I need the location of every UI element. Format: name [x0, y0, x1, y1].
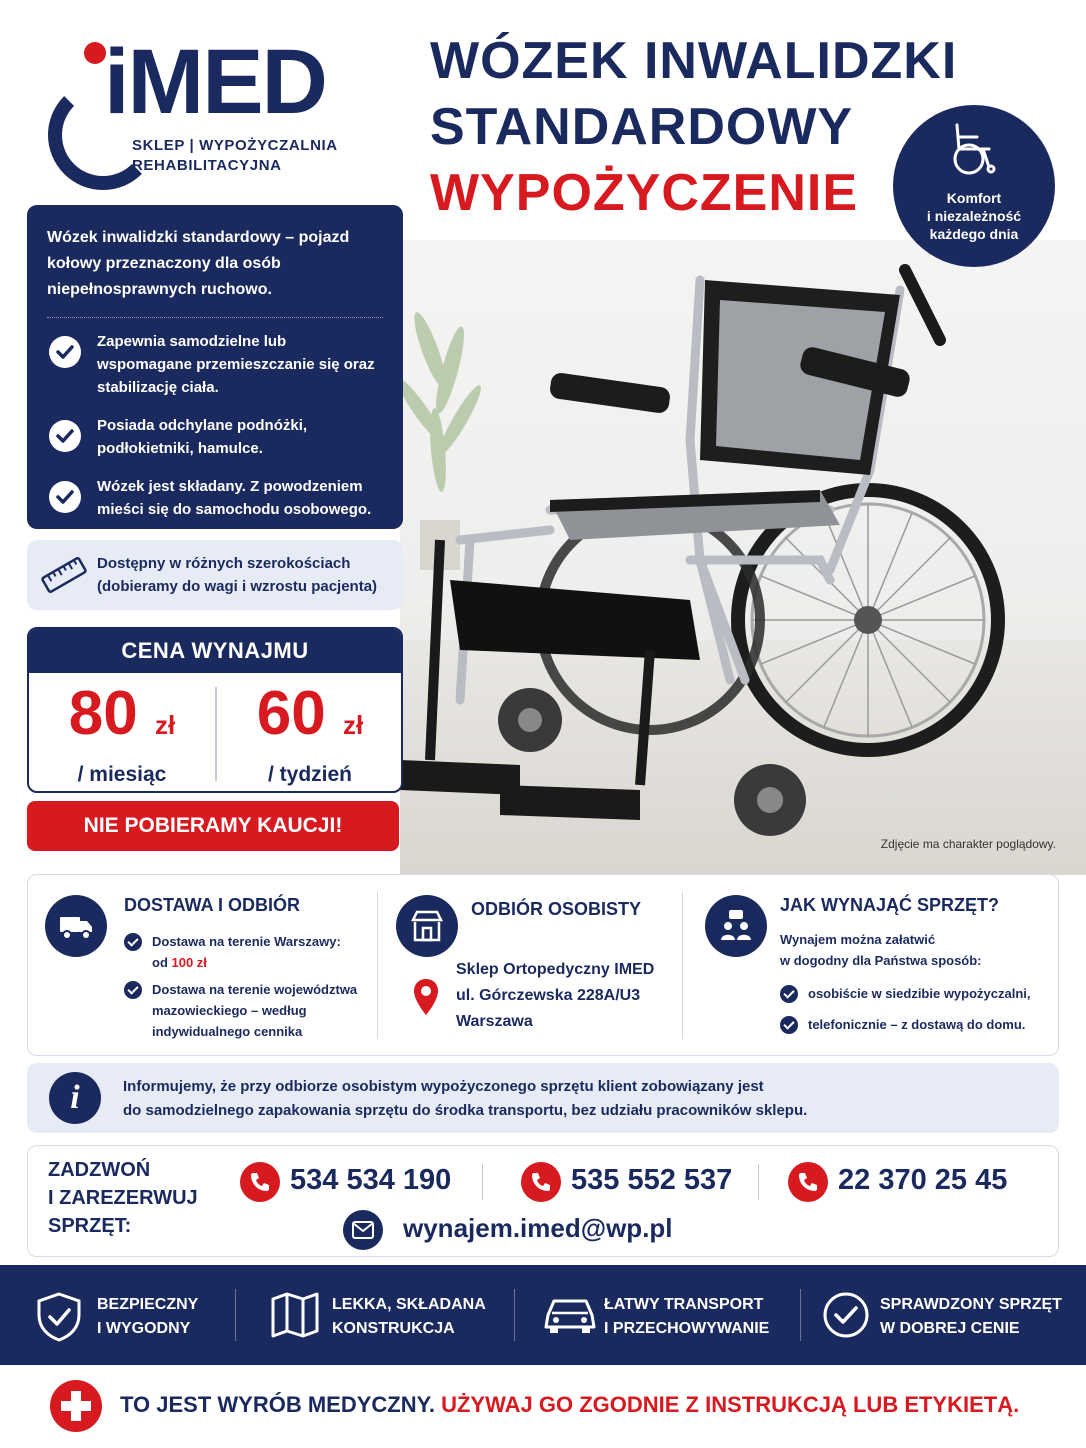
contact-divider	[482, 1164, 483, 1200]
check-icon	[780, 1016, 798, 1034]
price-monthly-currency: zł	[154, 710, 176, 740]
feature-item	[47, 330, 383, 399]
phone-icon	[240, 1162, 280, 1202]
store-icon	[396, 895, 458, 957]
feature-verified-line1: SPRAWDZONY SPRZĘT	[880, 1296, 1062, 1313]
badge-line1: Komfort	[946, 190, 1002, 206]
info-cards	[27, 874, 1059, 1056]
feature-transport-line1: ŁATWY TRANSPORT	[604, 1296, 764, 1313]
feature-verified	[822, 1283, 1062, 1347]
contact-divider	[758, 1164, 759, 1200]
price-box	[27, 627, 403, 793]
folding-icon	[270, 1291, 320, 1339]
wheelchair-illustration	[400, 240, 1086, 875]
card-divider	[377, 891, 378, 1039]
check-icon	[780, 985, 798, 1003]
howto-intro-line1: Wynajem można załatwić	[780, 932, 936, 947]
price-weekly-amount: 60	[256, 679, 326, 748]
howto-option1-text: osobiście w siedzibie wypożyczalni,	[808, 986, 1031, 1001]
widths-text	[97, 552, 377, 598]
price-weekly-currency: zł	[342, 710, 364, 740]
feature-safe-line1: BEZPIECZNY	[97, 1296, 199, 1313]
headline-line2: STANDARDOWY	[430, 98, 854, 156]
logo-brand: iMED	[104, 31, 326, 133]
delivery-item1-line1: Dostawa na terenie Warszawy:	[152, 934, 341, 949]
howto-title: JAK WYNAJĄĆ SPRZĘT?	[780, 895, 1000, 915]
badge-text	[893, 189, 1055, 243]
check-icon	[49, 420, 81, 452]
call-line1: ZADZWOŃ	[48, 1159, 151, 1181]
warning-part2: UŻYWAJ GO ZGODNIE Z INSTRUKCJĄ LUB ETYKIETĄ.	[441, 1392, 1020, 1417]
feature-safe	[35, 1283, 235, 1347]
feature-text: Posiada odchylane podnóżki, podłokietniki, hamulce.	[97, 417, 308, 457]
delivery-item1-price: 100 zł	[171, 955, 207, 970]
feature-list	[47, 330, 383, 521]
feature-divider	[235, 1289, 236, 1341]
howto-intro-line2: w dogodny dla Państwa sposób:	[780, 953, 982, 968]
feature-safe-text	[97, 1293, 198, 1341]
phone-icon	[521, 1162, 561, 1202]
logo-subtitle-line2: REHABILITACYJNA	[132, 157, 282, 174]
feature-transport-text	[604, 1293, 769, 1341]
howto-option2-text: telefonicznie – z dostawą do domu.	[808, 1017, 1026, 1032]
call-to-action	[48, 1156, 198, 1240]
consultation-icon	[705, 895, 767, 957]
card-divider	[682, 891, 683, 1039]
delivery-item2-line2: mazowieckiego – według	[152, 1003, 307, 1018]
feature-text: Zapewnia samodzielne lub wspomagane przemieszczanie się oraz stabilizację ciała.	[97, 333, 375, 396]
info-text	[123, 1075, 807, 1123]
widths-line2: (dobieramy do wagi i wzrostu pacjenta)	[97, 578, 378, 595]
price-weekly	[217, 679, 403, 790]
logo-subtitle	[132, 136, 338, 176]
info-line2: do samodzielnego zapakowania sprzętu do środka transportu, bez udziału pracowników sklepu.	[123, 1102, 808, 1119]
warning-text	[120, 1392, 1019, 1418]
delivery-item2-line3: indywidualnego cennika	[152, 1024, 303, 1039]
price-monthly-amount: 80	[68, 679, 138, 748]
logo	[40, 31, 380, 186]
delivery-item1-line2	[152, 952, 374, 973]
widths-line1: Dostępny w różnych szerokościach	[97, 555, 351, 572]
info-icon: i	[49, 1072, 101, 1124]
feature-item	[47, 414, 383, 460]
pickup-line1: Sklep Ortopedyczny IMED	[456, 961, 655, 978]
badge-line2: i niezależność	[926, 208, 1022, 224]
phone-link-2[interactable]	[521, 1160, 741, 1204]
medical-cross-icon	[50, 1380, 102, 1432]
comfort-badge	[893, 105, 1055, 267]
logo-subtitle-line1: SKLEP | WYPOŻYCZALNIA	[132, 137, 338, 154]
wheelchair-icon	[943, 119, 1005, 181]
check-icon	[49, 336, 81, 368]
car-icon	[542, 1291, 598, 1337]
howto-option-1	[780, 983, 1031, 1004]
price-monthly	[29, 679, 215, 790]
feature-folding-line2: KONSTRUKCJA	[332, 1320, 455, 1337]
pickup-title: ODBIÓR OSOBISTY	[471, 899, 642, 919]
info-notice	[27, 1063, 1059, 1133]
delivery-item2-line1: Dostawa na terenie województwa	[152, 982, 358, 997]
delivery-item1-prefix: od	[152, 955, 172, 970]
features-band	[0, 1265, 1086, 1365]
phone-link-3[interactable]	[788, 1160, 1028, 1204]
product-photo	[400, 240, 1086, 875]
price-monthly-amount-row	[29, 679, 215, 760]
description-intro: Wózek inwalidzki standardowy – pojazd kołowy przeznaczony dla osób niepełnosprawnych ruchowo.	[47, 225, 383, 318]
howto-intro	[780, 929, 982, 971]
feature-item	[47, 475, 383, 521]
feature-folding-line1: LEKKA, SKŁADANA	[332, 1296, 486, 1313]
check-icon	[49, 481, 81, 513]
phone-icon	[788, 1162, 828, 1202]
email-address: wynajem.imed@wp.pl	[403, 1213, 673, 1243]
feature-safe-line2: I WYGODNY	[97, 1320, 191, 1337]
feature-divider	[514, 1289, 515, 1341]
price-header: CENA WYNAJMU	[29, 629, 401, 673]
phone-link-1[interactable]	[240, 1160, 460, 1204]
ruler-icon	[41, 557, 87, 593]
location-pin-icon	[412, 977, 440, 1017]
pickup-line2: ul. Górczewska 228A/U3	[456, 987, 641, 1004]
phone-number-3: 22 370 25 45	[838, 1164, 1008, 1196]
feature-transport-line2: I PRZECHOWYWANIE	[604, 1320, 770, 1337]
info-line1: Informujemy, że przy odbiorze osobistym wypożyczonego sprzętu klient zobowiązany jest	[123, 1078, 764, 1095]
medical-warning	[50, 1380, 1050, 1430]
headline-line3: WYPOŻYCZENIE	[430, 164, 859, 222]
check-icon	[124, 933, 142, 951]
feature-verified-line2: W DOBREJ CENIE	[880, 1320, 1020, 1337]
shield-check-icon	[35, 1291, 83, 1343]
feature-divider	[800, 1289, 801, 1341]
feature-folding	[270, 1283, 500, 1347]
pickup-line3: Warszawa	[456, 1013, 533, 1030]
howto-option-2	[780, 1014, 1025, 1035]
badge-line3: każdego dnia	[929, 226, 1019, 242]
phone-number-2: 535 552 537	[571, 1164, 733, 1196]
headline-line1: WÓZEK INWALIDZKI	[430, 32, 958, 90]
warning-part1: TO JEST WYRÓB MEDYCZNY.	[120, 1392, 442, 1417]
delivery-item-city	[124, 931, 374, 973]
feature-transport	[542, 1283, 782, 1347]
delivery-title: DOSTAWA I ODBIÓR	[124, 895, 301, 915]
logo-dot	[84, 42, 106, 64]
price-weekly-period: / tydzień	[267, 763, 352, 786]
feature-text: Wózek jest składany. Z powodzeniem mieści się do samochodu osobowego.	[97, 478, 372, 518]
price-weekly-amount-row	[217, 679, 403, 760]
pickup-address	[456, 957, 654, 1035]
photo-caption: Zdjęcie ma charakter poglądowy.	[880, 837, 1056, 851]
no-deposit-banner: NIE POBIERAMY KAUCJI!	[27, 801, 399, 851]
contact-box	[27, 1145, 1059, 1257]
delivery-item-region	[124, 979, 374, 1042]
description-box	[27, 205, 403, 529]
feature-verified-text	[880, 1293, 1062, 1341]
check-icon	[124, 981, 142, 999]
feature-folding-text	[332, 1293, 486, 1341]
call-line3: SPRZĘT:	[48, 1215, 132, 1237]
check-circle-icon	[822, 1291, 870, 1339]
phone-number-1: 534 534 190	[290, 1164, 452, 1196]
envelope-icon	[343, 1210, 383, 1250]
truck-icon	[45, 895, 107, 957]
call-line2: I ZAREZERWUJ	[48, 1187, 198, 1209]
widths-box	[27, 540, 403, 610]
price-monthly-period: / miesiąc	[77, 763, 167, 786]
